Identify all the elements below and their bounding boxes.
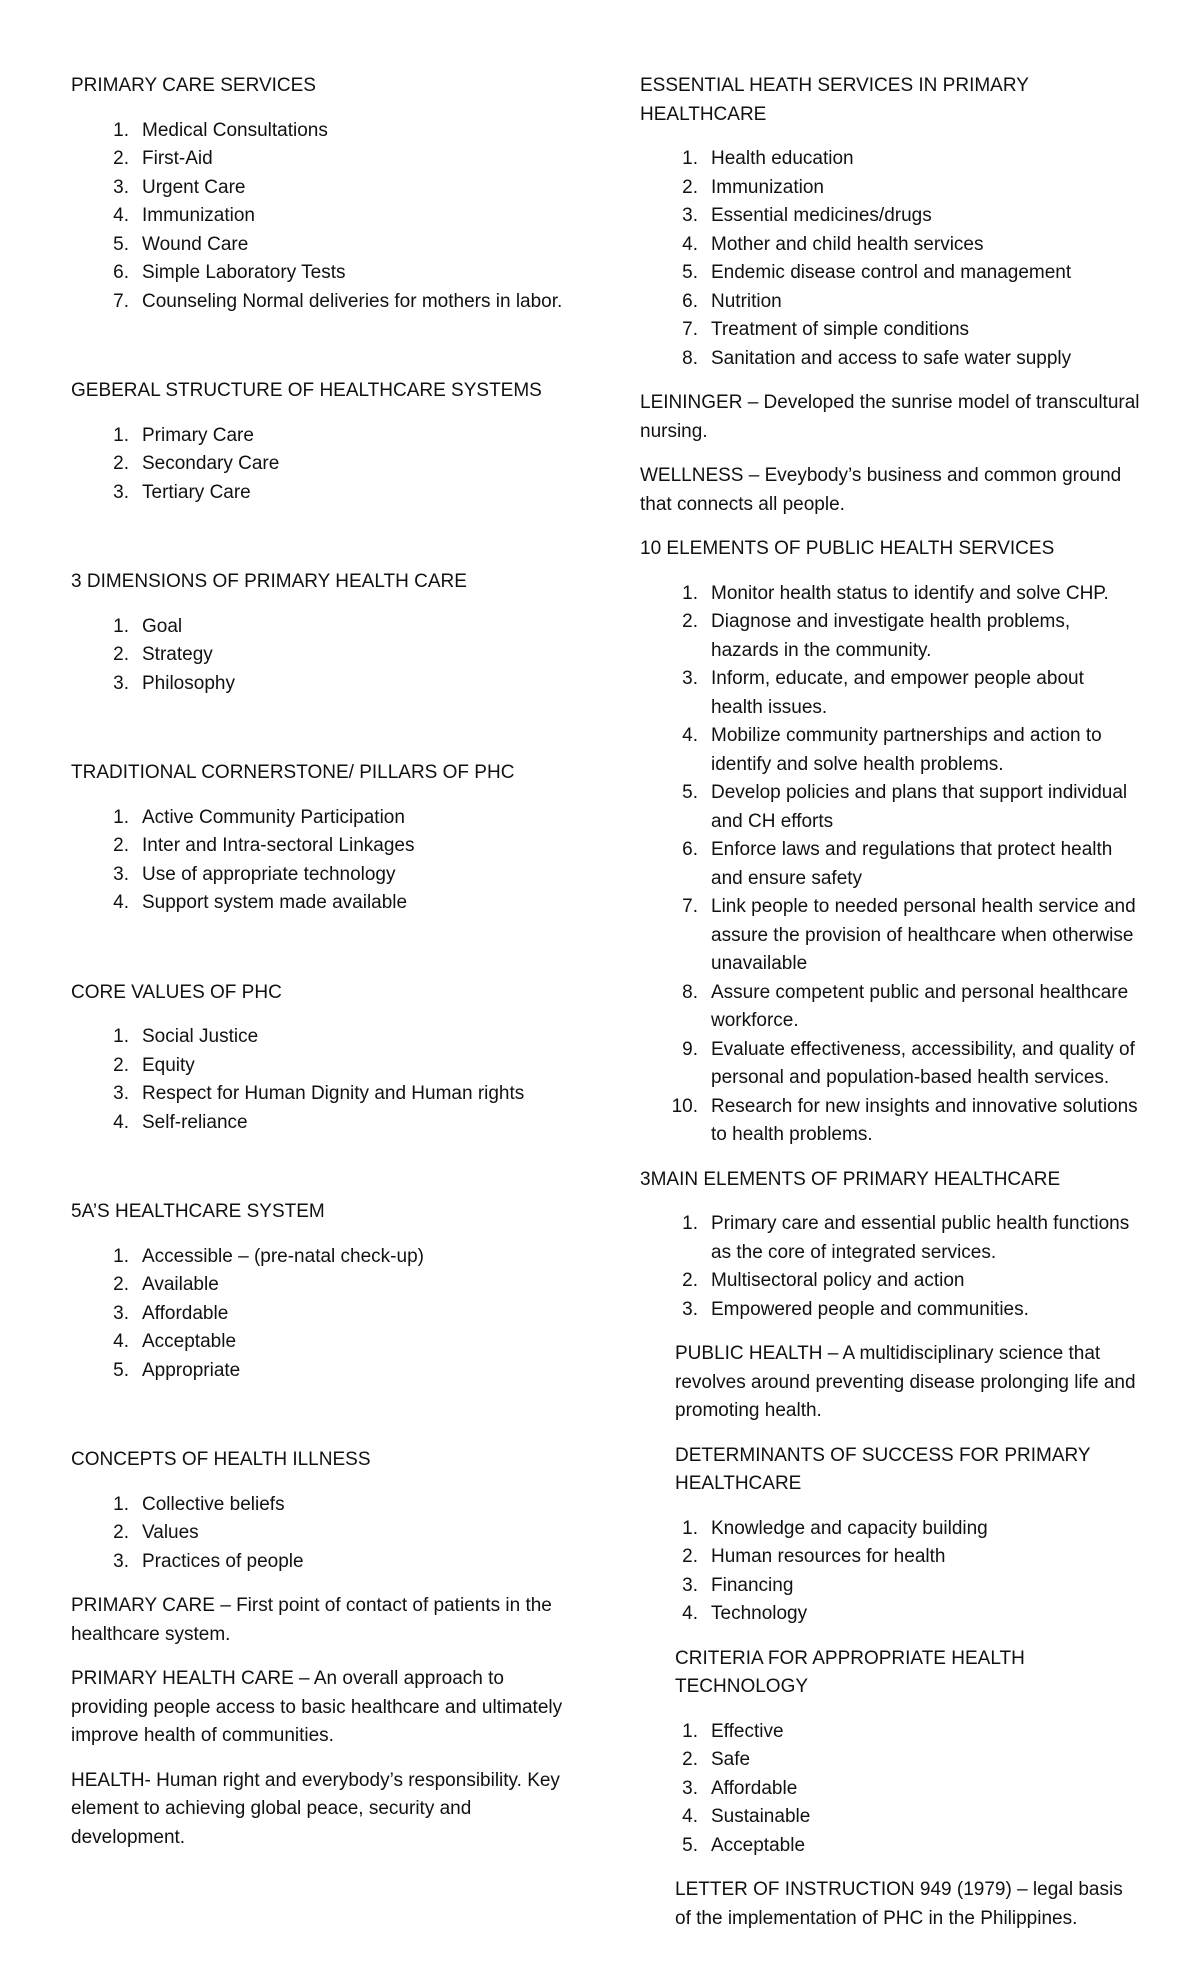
list-item-text: Strategy xyxy=(142,644,213,665)
list-item xyxy=(71,422,581,451)
list-item xyxy=(640,1803,1140,1832)
list-number: 2. xyxy=(682,1546,698,1567)
spacer xyxy=(640,1324,1140,1340)
list-item-text: Practices of people xyxy=(142,1550,304,1572)
numbered-list xyxy=(640,1515,1140,1629)
list-number: 4. xyxy=(113,1331,129,1352)
list-item-text: Multisectoral policy and action xyxy=(711,1270,965,1291)
list-item-text: Equity xyxy=(142,1054,195,1076)
section-heading: CRITERIA FOR APPROPRIATE HEALTH TECHNOLOGY xyxy=(675,1647,1025,1697)
list-item-text: Immunization xyxy=(142,205,255,226)
list-item-text: Social Justice xyxy=(142,1026,259,1047)
numbered-list xyxy=(71,1491,581,1577)
list-item-text: Diagnose and investigate health problems, hazards in the community. xyxy=(711,611,1071,661)
list-item-text: Acceptable xyxy=(711,1834,806,1856)
list-item-text: Effective xyxy=(711,1720,784,1742)
list-item xyxy=(640,1600,1140,1629)
numbered-list xyxy=(71,1243,581,1386)
section-heading: 10 ELEMENTS OF PUBLIC HEALTH SERVICES xyxy=(640,538,1055,559)
list-number: 4. xyxy=(113,1111,129,1133)
list-number: 3. xyxy=(113,863,129,885)
list-item xyxy=(640,665,1140,722)
numbered-list xyxy=(71,117,581,317)
list-item xyxy=(71,202,581,231)
list-number: 5. xyxy=(113,233,129,255)
list-number: 5. xyxy=(113,1359,129,1381)
list-item xyxy=(71,861,581,890)
list-item-text: Link people to needed personal health service and assure the provision of healthcare when otherwise unavailable xyxy=(711,896,1136,974)
list-item-text: Urgent Care xyxy=(142,176,246,198)
list-item-text: Develop policies and plans that support individual and CH efforts xyxy=(711,782,1128,832)
list-number: 2. xyxy=(113,1274,129,1295)
list-item xyxy=(640,174,1140,203)
list-number: 2. xyxy=(113,148,129,169)
section-heading: 3 DIMENSIONS OF PRIMARY HEALTH CARE xyxy=(71,571,467,592)
list-item-text: Tertiary Care xyxy=(142,481,251,503)
section xyxy=(71,1198,581,1385)
list-item xyxy=(71,889,581,918)
list-item xyxy=(71,1300,581,1329)
list-number: 2. xyxy=(682,176,698,198)
list-number: 1. xyxy=(682,582,698,604)
definition-paragraph: HEALTH- Human right and everybody’s responsibility. Key element to achieving global peace, security and development. xyxy=(71,1769,560,1848)
list-item-text: Knowledge and capacity building xyxy=(711,1517,988,1539)
numbered-list xyxy=(640,1718,1140,1861)
list-number: 8. xyxy=(682,347,698,369)
list-item xyxy=(640,722,1140,779)
list-number: 3. xyxy=(682,1298,698,1320)
list-number: 3. xyxy=(113,1550,129,1572)
definition-paragraph: PRIMARY CARE – First point of contact of patients in the healthcare system. xyxy=(71,1595,552,1645)
list-number: 4. xyxy=(113,205,129,226)
list-number: 6. xyxy=(682,839,698,860)
spacer xyxy=(640,1150,1140,1166)
list-item xyxy=(640,1296,1140,1325)
section-heading: CORE VALUES OF PHC xyxy=(71,981,282,1003)
list-item xyxy=(71,450,581,479)
list-item-text: Simple Laboratory Tests xyxy=(142,262,346,283)
list-item xyxy=(71,1491,581,1520)
spacer xyxy=(640,519,1140,535)
list-item-text: Immunization xyxy=(711,176,824,198)
section-heading: TRADITIONAL CORNERSTONE/ PILLARS OF PHC xyxy=(71,762,515,783)
spacer xyxy=(71,1137,581,1198)
list-number: 4. xyxy=(682,1603,698,1624)
list-item xyxy=(71,1243,581,1272)
list-item xyxy=(71,1357,581,1386)
list-item-text: Medical Consultations xyxy=(142,119,328,141)
spacer xyxy=(640,1426,1140,1442)
spacer xyxy=(71,1576,581,1592)
list-item xyxy=(640,231,1140,260)
list-item-text: Accessible – (pre-natal check-up) xyxy=(142,1245,424,1267)
list-item-text: Counseling Normal deliveries for mothers in labor. xyxy=(142,290,563,312)
list-item-text: Safe xyxy=(711,1749,751,1770)
list-item-text: First-Aid xyxy=(142,148,213,169)
list-item-text: Acceptable xyxy=(142,1331,237,1352)
list-number: 1. xyxy=(682,148,698,169)
numbered-list xyxy=(71,613,581,699)
list-number: 7. xyxy=(682,319,698,340)
list-item xyxy=(640,1515,1140,1544)
list-item xyxy=(640,145,1140,174)
list-item-text: Goal xyxy=(142,615,183,637)
list-number: 3. xyxy=(113,481,129,503)
section xyxy=(71,377,581,507)
list-item-text: Research for new insights and innovative solutions to health problems. xyxy=(711,1095,1138,1145)
list-number: 5. xyxy=(682,782,698,803)
section-heading: CONCEPTS OF HEALTH ILLNESS xyxy=(71,1449,371,1470)
spacer xyxy=(71,918,581,979)
numbered-list xyxy=(71,422,581,508)
list-item xyxy=(640,979,1140,1036)
list-item xyxy=(71,1109,581,1138)
list-item-text: Values xyxy=(142,1522,199,1543)
list-item-text: Collective beliefs xyxy=(142,1493,285,1515)
list-item xyxy=(71,1080,581,1109)
definition-paragraph: LEININGER – Developed the sunrise model of transcultural nursing. xyxy=(640,392,1140,442)
list-number: 2. xyxy=(113,644,129,665)
left-column xyxy=(71,72,581,1852)
list-number: 1. xyxy=(113,119,129,141)
list-number: 3. xyxy=(682,205,698,226)
list-number: 3. xyxy=(682,1777,698,1799)
list-item xyxy=(640,1572,1140,1601)
list-item xyxy=(71,1023,581,1052)
list-item-text: Appropriate xyxy=(142,1359,241,1381)
section-heading: 5A’S HEALTHCARE SYSTEM xyxy=(71,1201,325,1222)
list-item xyxy=(640,836,1140,893)
spacer xyxy=(71,316,581,377)
list-number: 7. xyxy=(682,896,698,917)
list-number: 3. xyxy=(113,1302,129,1324)
definition-paragraph: PRIMARY HEALTH CARE – An overall approach to providing people access to basic healthcare and ultimately improve health of communities. xyxy=(71,1668,563,1746)
list-item-text: Financing xyxy=(711,1574,794,1596)
list-item xyxy=(640,1832,1140,1861)
section xyxy=(71,979,581,1138)
list-number: 6. xyxy=(113,262,129,283)
list-item xyxy=(640,259,1140,288)
list-item-text: Inform, educate, and empower people about health issues. xyxy=(711,668,1084,718)
list-number: 1. xyxy=(682,1213,698,1234)
list-item xyxy=(640,580,1140,609)
list-item xyxy=(71,804,581,833)
list-number: 3. xyxy=(113,1083,129,1104)
list-item xyxy=(640,288,1140,317)
list-item-text: Evaluate effectiveness, accessibility, and quality of personal and population-based health services. xyxy=(711,1038,1135,1088)
section-heading: GEBERAL STRUCTURE OF HEALTHCARE SYSTEMS xyxy=(71,380,542,401)
list-item xyxy=(71,1548,581,1577)
list-item-text: Primary care and essential public health functions as the core of integrated services. xyxy=(711,1213,1130,1263)
section xyxy=(71,759,581,918)
list-number: 3. xyxy=(113,176,129,198)
list-item xyxy=(71,174,581,203)
list-item xyxy=(71,1328,581,1357)
list-item xyxy=(640,1267,1140,1296)
definition-paragraph: LETTER OF INSTRUCTION 949 (1979) – legal basis of the implementation of PHC in the Philippines. xyxy=(675,1879,1123,1929)
list-item xyxy=(640,1543,1140,1572)
spacer xyxy=(640,1860,1140,1876)
list-item-text: Treatment of simple conditions xyxy=(711,319,970,340)
list-item-text: Human resources for health xyxy=(711,1546,946,1567)
spacer xyxy=(71,698,581,759)
list-number: 4. xyxy=(113,892,129,913)
list-item-text: Technology xyxy=(711,1603,808,1624)
section-heading: ESSENTIAL HEATH SERVICES IN PRIMARY HEALTHCARE xyxy=(640,75,1029,125)
list-item-text: Assure competent public and personal healthcare workforce. xyxy=(711,981,1129,1031)
section xyxy=(71,568,581,698)
list-item xyxy=(640,345,1140,374)
list-item xyxy=(71,641,581,670)
list-number: 1. xyxy=(113,615,129,637)
spacer xyxy=(71,1385,581,1446)
list-number: 9. xyxy=(682,1038,698,1060)
list-item-text: Philosophy xyxy=(142,672,235,694)
list-item xyxy=(71,832,581,861)
list-item xyxy=(640,893,1140,979)
list-item-text: Empowered people and communities. xyxy=(711,1298,1029,1320)
definition-paragraph: WELLNESS – Eveybody’s business and common ground that connects all people. xyxy=(640,465,1122,515)
list-number: 6. xyxy=(682,290,698,312)
list-number: 1. xyxy=(113,1245,129,1267)
list-item xyxy=(71,288,581,317)
list-item xyxy=(71,479,581,508)
list-item xyxy=(640,1775,1140,1804)
section xyxy=(71,72,581,316)
list-number: 1. xyxy=(682,1720,698,1742)
section-heading: PRIMARY CARE SERVICES xyxy=(71,75,316,96)
list-item xyxy=(640,779,1140,836)
list-number: 2. xyxy=(682,611,698,632)
right-column xyxy=(640,72,1140,1933)
list-item-text: Mother and child health services xyxy=(711,233,984,255)
numbered-list xyxy=(640,1210,1140,1324)
list-number: 1. xyxy=(113,1026,129,1047)
list-number: 3. xyxy=(682,1574,698,1596)
list-item xyxy=(640,1718,1140,1747)
list-item xyxy=(71,1519,581,1548)
list-item-text: Enforce laws and regulations that protect health and ensure safety xyxy=(711,839,1113,889)
list-item-text: Essential medicines/drugs xyxy=(711,205,932,226)
spacer xyxy=(71,1649,581,1665)
list-item-text: Active Community Participation xyxy=(142,806,405,828)
list-item-text: Use of appropriate technology xyxy=(142,863,396,885)
list-item xyxy=(640,1093,1140,1150)
list-item-text: Support system made available xyxy=(142,892,408,913)
section xyxy=(71,1446,581,1576)
list-item-text: Self-reliance xyxy=(142,1111,248,1133)
list-number: 4. xyxy=(682,233,698,255)
list-item xyxy=(640,316,1140,345)
list-number: 1. xyxy=(113,424,129,446)
list-number: 3. xyxy=(682,668,698,689)
list-item-text: Nutrition xyxy=(711,290,782,312)
list-item xyxy=(640,1210,1140,1267)
spacer xyxy=(71,507,581,568)
list-item xyxy=(71,259,581,288)
list-item xyxy=(71,1052,581,1081)
list-item-text: Respect for Human Dignity and Human rights xyxy=(142,1083,525,1104)
list-item-text: Affordable xyxy=(142,1302,229,1324)
list-item-text: Affordable xyxy=(711,1777,798,1799)
list-item xyxy=(71,613,581,642)
list-number: 5. xyxy=(682,262,698,283)
list-number: 2. xyxy=(113,835,129,856)
list-number: 1. xyxy=(682,1517,698,1539)
numbered-list xyxy=(640,580,1140,1150)
list-item xyxy=(640,608,1140,665)
spacer xyxy=(640,373,1140,389)
list-item-text: Secondary Care xyxy=(142,453,280,474)
list-number: 2. xyxy=(682,1270,698,1291)
list-item-text: Primary Care xyxy=(142,424,254,446)
list-item-text: Wound Care xyxy=(142,233,249,255)
list-item xyxy=(71,670,581,699)
definition-paragraph: PUBLIC HEALTH – A multidisciplinary science that revolves around preventing disease prolonging life and promoting health. xyxy=(675,1343,1136,1421)
list-item-text: Monitor health status to identify and solve CHP. xyxy=(711,582,1109,604)
list-number: 8. xyxy=(682,981,698,1003)
list-number: 3. xyxy=(113,672,129,694)
list-item-text: Sanitation and access to safe water supply xyxy=(711,347,1072,369)
list-item xyxy=(71,117,581,146)
numbered-list xyxy=(71,1023,581,1137)
list-number: 2. xyxy=(113,453,129,474)
spacer xyxy=(71,1751,581,1767)
list-item-text: Inter and Intra-sectoral Linkages xyxy=(142,835,415,856)
list-item-text: Mobilize community partnerships and action to identify and solve health problems. xyxy=(711,725,1102,775)
list-item xyxy=(640,1746,1140,1775)
spacer xyxy=(640,446,1140,462)
list-item xyxy=(71,1271,581,1300)
list-number: 2. xyxy=(113,1522,129,1543)
list-number: 10. xyxy=(671,1095,698,1117)
list-number: 2. xyxy=(113,1054,129,1076)
list-item xyxy=(71,145,581,174)
list-number: 5. xyxy=(682,1834,698,1856)
numbered-list xyxy=(640,145,1140,373)
list-number: 4. xyxy=(682,1806,698,1827)
list-item-text: Endemic disease control and management xyxy=(711,262,1072,283)
list-number: 4. xyxy=(682,725,698,746)
section-heading: 3MAIN ELEMENTS OF PRIMARY HEALTHCARE xyxy=(640,1168,1061,1190)
spacer xyxy=(640,1629,1140,1645)
list-number: 7. xyxy=(113,290,129,312)
list-item-text: Available xyxy=(142,1274,219,1295)
list-number: 1. xyxy=(113,1493,129,1515)
list-number: 1. xyxy=(113,806,129,828)
list-item xyxy=(71,231,581,260)
list-item-text: Health education xyxy=(711,148,854,169)
list-item-text: Sustainable xyxy=(711,1806,811,1827)
list-item xyxy=(640,202,1140,231)
numbered-list xyxy=(71,804,581,918)
list-number: 2. xyxy=(682,1749,698,1770)
list-item xyxy=(640,1036,1140,1093)
section-heading: DETERMINANTS OF SUCCESS FOR PRIMARY HEALTHCARE xyxy=(675,1444,1091,1494)
